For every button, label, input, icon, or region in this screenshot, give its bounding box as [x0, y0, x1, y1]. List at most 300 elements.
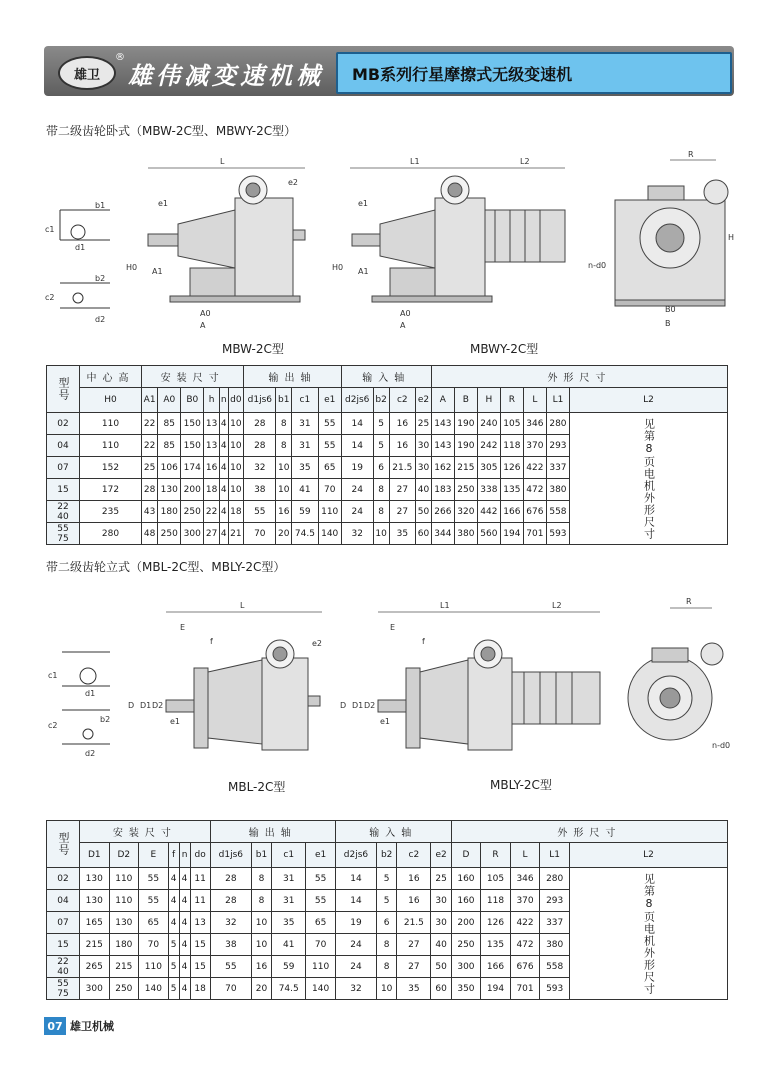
table-cell: 13	[204, 413, 220, 435]
table-cell: 174	[181, 457, 204, 479]
t1-group-3: 输出轴	[244, 366, 341, 388]
t2-model-cell: 02	[47, 868, 80, 890]
table-cell: 200	[451, 912, 481, 934]
table-cell: 558	[540, 956, 570, 978]
table-cell: 65	[318, 457, 341, 479]
table-cell: 8	[373, 479, 389, 501]
table-cell: 31	[292, 435, 319, 457]
table-cell: 337	[546, 457, 569, 479]
table-cell: 31	[272, 890, 306, 912]
table-cell: 442	[477, 501, 500, 523]
table-cell: 35	[272, 912, 306, 934]
table-cell: 31	[292, 413, 319, 435]
end-dim-H: H	[728, 233, 735, 242]
mbwy-dim-L2: L2	[520, 157, 530, 166]
t2-motor-note: 见第8页电机外形尺寸	[570, 868, 728, 1000]
table-cell: 21.5	[397, 912, 431, 934]
table-cell: 16	[397, 890, 431, 912]
table-cell: 4	[179, 890, 190, 912]
table-cell: 60	[416, 523, 432, 545]
table-cell: 18	[228, 501, 244, 523]
t2-group-header-row	[47, 821, 728, 843]
table-cell: 8	[251, 868, 271, 890]
table-cell: 8	[276, 435, 292, 457]
mbl-machine-drawing	[166, 639, 323, 750]
table-cell: 4	[168, 868, 179, 890]
table-cell: 30	[416, 457, 432, 479]
table-cell: 190	[454, 413, 477, 435]
dim-d2: d2	[95, 315, 106, 324]
table-cell: 55	[139, 868, 169, 890]
mbw-dim-e1: e1	[158, 199, 169, 208]
table-cell: 160	[451, 890, 481, 912]
table-cell: 35	[397, 978, 431, 1000]
table-cell: 11	[190, 890, 210, 912]
mbwy-machine-drawing	[352, 176, 565, 302]
caption-mbw: MBW-2C型	[222, 342, 284, 356]
table-cell: 59	[272, 956, 306, 978]
table-cell: 215	[109, 956, 139, 978]
end-view-drawing-2	[628, 643, 723, 740]
t2-col-e1: e1	[306, 843, 336, 868]
table-cell: 60	[431, 978, 451, 1000]
mbwy-dim-A0: A0	[400, 309, 411, 318]
table-cell: 8	[377, 956, 397, 978]
table-cell: 10	[228, 435, 244, 457]
shaft-detail-output-2	[62, 652, 110, 744]
series-title: MB系列行星摩擦式无级变速机	[352, 64, 573, 84]
table-cell: 15	[190, 934, 210, 956]
t1-col-r: R	[500, 388, 523, 413]
table-cell: 110	[109, 868, 139, 890]
table-cell: 240	[477, 413, 500, 435]
table-cell: 22	[141, 413, 157, 435]
t1-column-header-row	[47, 388, 728, 413]
brand-logo	[58, 56, 116, 90]
table-cell: 166	[481, 956, 511, 978]
table-cell: 106	[158, 457, 181, 479]
series-title-box	[336, 52, 732, 94]
dim2-c1: c1	[48, 671, 58, 680]
table-cell: 19	[335, 912, 376, 934]
table-cell: 6	[373, 457, 389, 479]
t2-col-d1: D1	[80, 843, 110, 868]
end2-dim-R: R	[686, 597, 692, 606]
table-cell: 40	[416, 479, 432, 501]
t1-group-header-row	[47, 366, 728, 388]
table-cell: 10	[251, 934, 271, 956]
table-cell: 172	[80, 479, 142, 501]
t1-col-l2: L2	[570, 388, 728, 413]
t2-group-1: 安装尺寸	[80, 821, 211, 843]
table-cell: 676	[523, 501, 546, 523]
mbl-dim-E: E	[180, 623, 186, 632]
mbw-dim-H0: H0	[126, 263, 138, 272]
table-cell: 4	[179, 934, 190, 956]
table-cell: 140	[318, 523, 341, 545]
table-cell: 20	[276, 523, 292, 545]
end-view-drawing	[615, 180, 728, 306]
t2-group-2: 输出轴	[210, 821, 335, 843]
table-cell: 6	[377, 912, 397, 934]
mbl-dim-D2: D2	[152, 701, 164, 710]
table-cell: 130	[158, 479, 181, 501]
table-cell: 305	[477, 457, 500, 479]
table-cell: 250	[109, 978, 139, 1000]
table-cell: 126	[481, 912, 511, 934]
table-cell: 5	[168, 978, 179, 1000]
table-cell: 215	[454, 457, 477, 479]
t2-group-4: 外形尺寸	[451, 821, 727, 843]
table-cell: 50	[431, 956, 451, 978]
mbl-dim-D: D	[128, 701, 135, 710]
table-cell: 70	[306, 934, 336, 956]
table-cell: 70	[210, 978, 251, 1000]
t1-col-l: L	[523, 388, 546, 413]
dim-b1: b1	[95, 201, 106, 210]
t2-model-cell: 07	[47, 912, 80, 934]
table-cell: 38	[210, 934, 251, 956]
table-cell: 280	[80, 523, 142, 545]
table-cell: 280	[540, 868, 570, 890]
table-cell: 110	[80, 413, 142, 435]
page-number: 07	[47, 1019, 63, 1033]
t1-col-b: B	[454, 388, 477, 413]
t2-column-header-row	[47, 843, 728, 868]
table-cell: 4	[168, 912, 179, 934]
dim2-d1: d1	[85, 689, 96, 698]
table-cell: 422	[510, 912, 540, 934]
spec-table-vertical	[46, 820, 728, 1000]
table-cell: 30	[431, 912, 451, 934]
table-cell: 5	[373, 435, 389, 457]
table-cell: 143	[431, 413, 454, 435]
t1-col-e1: e1	[318, 388, 341, 413]
mbl-dim-D1: D1	[140, 701, 152, 710]
table-cell: 27	[397, 956, 431, 978]
table-cell: 280	[546, 413, 569, 435]
table-cell: 32	[341, 523, 373, 545]
table-cell: 27	[397, 934, 431, 956]
table-cell: 35	[389, 523, 416, 545]
t1-col-a0: A0	[158, 388, 181, 413]
table-cell: 8	[251, 890, 271, 912]
mbwy-dim-L1: L1	[410, 157, 420, 166]
t2-model-cell: 22 40	[47, 956, 80, 978]
t1-col-d0: d0	[228, 388, 244, 413]
registered-mark: ®	[115, 52, 125, 63]
table-cell: 130	[109, 912, 139, 934]
t1-col-b2: b2	[373, 388, 389, 413]
table-cell: 5	[377, 868, 397, 890]
dim-d1: d1	[75, 243, 86, 252]
mbw-dim-A0: A0	[200, 309, 211, 318]
table-cell: 183	[431, 479, 454, 501]
table-cell: 55	[318, 435, 341, 457]
table-cell: 74.5	[292, 523, 319, 545]
table-cell: 190	[454, 435, 477, 457]
t1-col-h: H	[477, 388, 500, 413]
table-cell: 16	[389, 435, 416, 457]
table-cell: 40	[431, 934, 451, 956]
table-cell: 70	[139, 934, 169, 956]
t1-model-header: 型号	[47, 366, 80, 413]
table-cell: 28	[244, 413, 276, 435]
table-cell: 16	[251, 956, 271, 978]
section1-label: 带二级齿轮卧式（MBW-2C型、MBWY-2C型）	[46, 124, 297, 138]
table-cell: 55	[306, 890, 336, 912]
table-cell: 11	[190, 868, 210, 890]
t2-col-b2: b2	[377, 843, 397, 868]
t1-col-b1: b1	[276, 388, 292, 413]
table-cell: 110	[80, 435, 142, 457]
table-cell: 242	[477, 435, 500, 457]
t2-model-cell: 04	[47, 890, 80, 912]
table-cell: 194	[500, 523, 523, 545]
table-cell: 380	[454, 523, 477, 545]
table-cell: 235	[80, 501, 142, 523]
t1-model-cell: 22 40	[47, 501, 80, 523]
t1-col-d2js6: d2js6	[341, 388, 373, 413]
mbwy-dim-e1: e1	[358, 199, 369, 208]
table-cell: 16	[204, 457, 220, 479]
table-cell: 4	[179, 868, 190, 890]
t2-model-cell: 55 75	[47, 978, 80, 1000]
t2-col-e2: e2	[431, 843, 451, 868]
table-cell: 110	[109, 890, 139, 912]
t1-model-cell: 07	[47, 457, 80, 479]
table-cell: 30	[416, 435, 432, 457]
table-cell: 472	[523, 479, 546, 501]
caption-mbl: MBL-2C型	[228, 780, 286, 794]
end-dim-R: R	[688, 150, 694, 159]
table-cell: 55	[210, 956, 251, 978]
table-cell: 22	[141, 435, 157, 457]
footer-brand: 雄卫机械	[70, 1020, 114, 1033]
table-cell: 593	[546, 523, 569, 545]
mbw-dim-L: L	[220, 157, 225, 166]
table-cell: 18	[204, 479, 220, 501]
table-cell: 160	[451, 868, 481, 890]
table-cell: 5	[373, 413, 389, 435]
mbly-dim-D2: D2	[364, 701, 376, 710]
table-row	[47, 868, 728, 890]
table-cell: 105	[500, 413, 523, 435]
table-cell: 422	[523, 457, 546, 479]
table-cell: 85	[158, 413, 181, 435]
table-cell: 24	[341, 479, 373, 501]
t1-model-cell: 55 75	[47, 523, 80, 545]
table-cell: 250	[454, 479, 477, 501]
table-cell: 320	[454, 501, 477, 523]
company-name: 雄伟减变速机械	[128, 61, 324, 90]
mbly-dim-f: f	[422, 637, 425, 646]
table-cell: 110	[139, 956, 169, 978]
table-cell: 70	[318, 479, 341, 501]
t1-col-a: A	[431, 388, 454, 413]
table-cell: 4	[220, 501, 229, 523]
table-cell: 55	[244, 501, 276, 523]
table-cell: 346	[510, 868, 540, 890]
table-cell: 152	[80, 457, 142, 479]
vertical-drawings	[40, 588, 740, 788]
table-cell: 55	[318, 413, 341, 435]
t1-col-e2: e2	[416, 388, 432, 413]
table-cell: 21.5	[389, 457, 416, 479]
t2-col-do: do	[190, 843, 210, 868]
table-cell: 74.5	[272, 978, 306, 1000]
table-cell: 4	[220, 435, 229, 457]
mbw-dim-A1: A1	[152, 267, 163, 276]
shaft-detail-output	[60, 210, 110, 308]
table-cell: 140	[139, 978, 169, 1000]
mbl-dim-L: L	[240, 601, 245, 610]
table-cell: 118	[500, 435, 523, 457]
t2-col-l2: L2	[570, 843, 728, 868]
table-cell: 85	[158, 435, 181, 457]
table-cell: 143	[431, 435, 454, 457]
table-cell: 55	[306, 868, 336, 890]
table-cell: 250	[158, 523, 181, 545]
table-cell: 5	[377, 890, 397, 912]
mbw-dim-e2: e2	[288, 178, 299, 187]
t1-col-a1: A1	[141, 388, 157, 413]
table-cell: 13	[190, 912, 210, 934]
end-dim-n-d0: n-d0	[588, 261, 607, 270]
table-cell: 65	[139, 912, 169, 934]
table-cell: 24	[341, 501, 373, 523]
table-cell: 250	[451, 934, 481, 956]
t2-col-f: f	[168, 843, 179, 868]
table-cell: 24	[335, 956, 376, 978]
table-cell: 350	[451, 978, 481, 1000]
table-cell: 19	[341, 457, 373, 479]
table-cell: 162	[431, 457, 454, 479]
table-cell: 24	[335, 934, 376, 956]
table-cell: 43	[141, 501, 157, 523]
mbly-dim-D1: D1	[352, 701, 364, 710]
table-cell: 10	[377, 978, 397, 1000]
table-cell: 27	[204, 523, 220, 545]
table-cell: 59	[292, 501, 319, 523]
mbly-dim-E: E	[390, 623, 396, 632]
table-cell: 4	[179, 978, 190, 1000]
mbl-dim-e2: e2	[312, 639, 323, 648]
table-cell: 180	[158, 501, 181, 523]
spec-table-horizontal	[46, 365, 728, 545]
mbw-machine-drawing	[148, 176, 305, 302]
table-cell: 266	[431, 501, 454, 523]
table-cell: 28	[141, 479, 157, 501]
table-cell: 10	[228, 457, 244, 479]
mbwy-dim-H0: H0	[332, 263, 344, 272]
table-cell: 10	[228, 413, 244, 435]
table-cell: 150	[181, 435, 204, 457]
table-cell: 16	[397, 868, 431, 890]
table-cell: 32	[244, 457, 276, 479]
table-cell: 265	[80, 956, 110, 978]
t1-group-1: 中心高	[80, 366, 142, 388]
t1-col-h: h	[204, 388, 220, 413]
table-cell: 293	[540, 890, 570, 912]
table-cell: 15	[190, 956, 210, 978]
table-row	[47, 413, 728, 435]
table-cell: 8	[276, 413, 292, 435]
table-cell: 38	[244, 479, 276, 501]
table-cell: 130	[80, 890, 110, 912]
table-cell: 130	[80, 868, 110, 890]
t2-col-e: E	[139, 843, 169, 868]
t1-col-c2: c2	[389, 388, 416, 413]
table-cell: 701	[510, 978, 540, 1000]
table-cell: 30	[431, 890, 451, 912]
table-cell: 10	[276, 457, 292, 479]
table-cell: 31	[272, 868, 306, 890]
t2-col-d2js6: d2js6	[335, 843, 376, 868]
mbw-dim-A: A	[200, 321, 206, 330]
table-cell: 10	[228, 479, 244, 501]
table-cell: 14	[341, 435, 373, 457]
t2-col-c2: c2	[397, 843, 431, 868]
table-cell: 344	[431, 523, 454, 545]
t2-col-c1: c1	[272, 843, 306, 868]
mbly-dim-L2: L2	[552, 601, 562, 610]
table-cell: 20	[251, 978, 271, 1000]
table-cell: 14	[335, 868, 376, 890]
caption-mbwy: MBWY-2C型	[470, 342, 539, 356]
dim-c2: c2	[45, 293, 55, 302]
end-dim-B: B	[665, 319, 671, 328]
t1-col-b0: B0	[181, 388, 204, 413]
table-cell: 560	[477, 523, 500, 545]
t1-model-cell: 15	[47, 479, 80, 501]
t2-col-b1: b1	[251, 843, 271, 868]
table-cell: 32	[210, 912, 251, 934]
mbwy-dim-A1: A1	[358, 267, 369, 276]
t1-group-4: 输入轴	[341, 366, 431, 388]
table-cell: 21	[228, 523, 244, 545]
table-cell: 8	[373, 501, 389, 523]
table-cell: 300	[80, 978, 110, 1000]
table-cell: 338	[477, 479, 500, 501]
table-cell: 8	[377, 934, 397, 956]
t1-col-h0: H0	[80, 388, 142, 413]
table-cell: 194	[481, 978, 511, 1000]
table-cell: 22	[204, 501, 220, 523]
table-cell: 32	[335, 978, 376, 1000]
table-cell: 135	[481, 934, 511, 956]
t1-col-d1js6: d1js6	[244, 388, 276, 413]
mbly-dim-D: D	[340, 701, 347, 710]
t2-col-l: L	[510, 843, 540, 868]
t1-col-l1: L1	[546, 388, 569, 413]
mbl-dim-f: f	[210, 637, 213, 646]
t2-model-header: 型号	[47, 821, 80, 868]
table-cell: 110	[306, 956, 336, 978]
table-cell: 293	[546, 435, 569, 457]
table-cell: 48	[141, 523, 157, 545]
table-cell: 118	[481, 890, 511, 912]
caption-mbly: MBLY-2C型	[490, 778, 552, 792]
table-cell: 4	[220, 479, 229, 501]
table-cell: 215	[80, 934, 110, 956]
table-cell: 126	[500, 457, 523, 479]
table-cell: 105	[481, 868, 511, 890]
table-cell: 346	[523, 413, 546, 435]
table-cell: 558	[546, 501, 569, 523]
table-cell: 676	[510, 956, 540, 978]
table-cell: 70	[244, 523, 276, 545]
